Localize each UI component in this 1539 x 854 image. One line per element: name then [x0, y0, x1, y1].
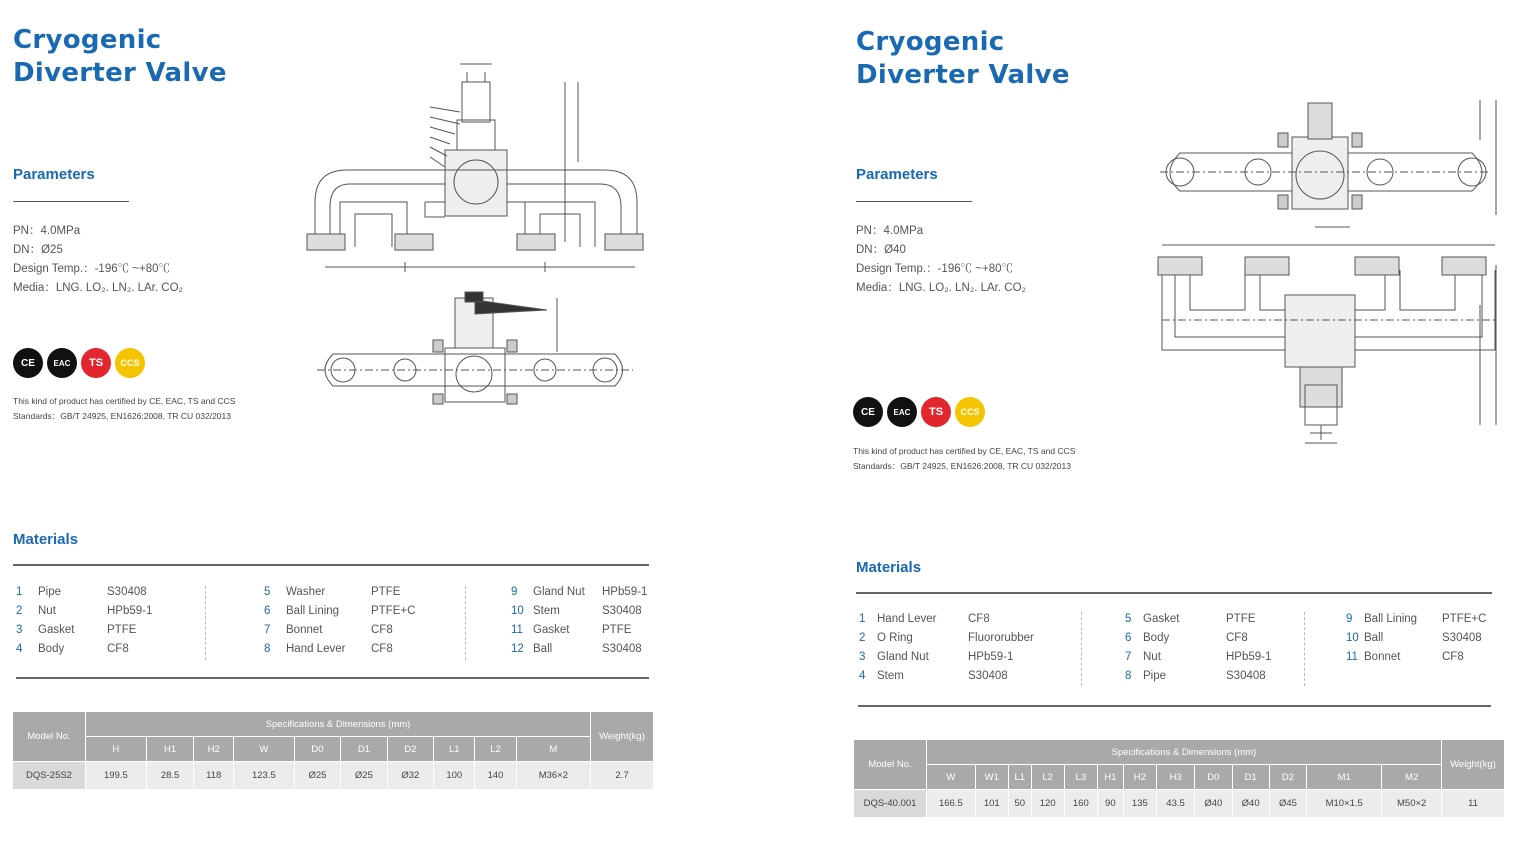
material-item — [1125, 651, 1271, 663]
left-params — [13, 222, 183, 298]
spec-header: Specifications & Dimensions (mm) — [927, 740, 1442, 765]
material-part: Bonnet — [286, 624, 323, 636]
material-item — [264, 605, 415, 617]
param-dn: DN：Ø25 — [13, 244, 63, 256]
table-cell: 28.5 — [146, 762, 194, 790]
ccs-mark-icon: CCS — [115, 348, 145, 378]
ce-mark-icon: CE — [853, 397, 883, 427]
divider — [16, 677, 649, 679]
material-part: Pipe — [38, 586, 62, 598]
param-media: Media：LNG. LO₂. LN₂. LAr. CO₂ — [13, 282, 183, 294]
separator — [1304, 612, 1305, 686]
column-header: W — [234, 737, 295, 762]
right-parameters-heading: Parameters — [856, 166, 938, 183]
table-cell: 101 — [975, 790, 1008, 818]
param-pn: PN：4.0MPa — [13, 225, 81, 237]
left-materials-heading: Materials — [13, 531, 79, 548]
param-dn: DN：Ø40 — [856, 244, 906, 256]
ce-mark-icon: CE — [13, 348, 43, 378]
right-params — [856, 222, 1026, 298]
table-cell: 118 — [194, 762, 234, 790]
table-cell: 135 — [1123, 790, 1156, 818]
material-item — [1125, 670, 1266, 682]
material-grade: S30408 — [968, 670, 1008, 682]
material-part: Ball Lining — [1364, 613, 1418, 625]
material-grade: CF8 — [371, 624, 393, 636]
table-cell: 123.5 — [234, 762, 295, 790]
material-grade: CF8 — [371, 643, 393, 655]
separator — [205, 586, 206, 660]
model-cell: DQS-25S2 — [13, 762, 86, 790]
material-item — [511, 586, 647, 598]
material-number: 8 — [1125, 670, 1132, 682]
ts-mark-icon: TS — [921, 397, 951, 427]
material-grade: S30408 — [602, 605, 642, 617]
material-number: 8 — [264, 643, 271, 655]
material-grade: PTFE — [602, 624, 632, 636]
param-temp: Design Temp.：-196℃ ~+80℃ — [13, 263, 171, 275]
separator — [465, 586, 466, 660]
table-cell: 2.7 — [591, 762, 654, 790]
material-number: 12 — [511, 643, 524, 655]
ccs-mark-icon: CCS — [955, 397, 985, 427]
column-header: H1 — [1097, 765, 1123, 790]
material-item — [1346, 632, 1482, 644]
divider — [858, 705, 1491, 707]
right-title — [856, 26, 1070, 92]
material-grade: CF8 — [1226, 632, 1248, 644]
material-part: Nut — [1143, 651, 1161, 663]
left-parameters-heading: Parameters — [13, 166, 95, 183]
title-line1: Cryogenic — [13, 25, 162, 55]
material-number: 9 — [511, 586, 518, 598]
title-line1: Cryogenic — [856, 27, 1005, 57]
divider — [13, 564, 649, 566]
table-cell: Ø32 — [387, 762, 433, 790]
right-cert-badges — [853, 397, 985, 427]
eac-mark-icon: EAC — [887, 397, 917, 427]
column-header: L2 — [475, 737, 516, 762]
table-cell: Ø25 — [341, 762, 387, 790]
material-item — [859, 613, 990, 625]
material-number: 3 — [16, 624, 23, 636]
weight-header: Weight(kg) — [1442, 740, 1505, 790]
material-part: Gland Nut — [533, 586, 585, 598]
left-spec-table — [12, 711, 654, 790]
material-number: 7 — [1125, 651, 1132, 663]
table-cell: 50 — [1008, 790, 1031, 818]
material-number: 2 — [859, 632, 866, 644]
material-number: 11 — [1346, 651, 1358, 663]
material-grade: HPb59-1 — [107, 605, 153, 617]
left-valve-drawing — [295, 52, 655, 412]
material-number: 4 — [16, 643, 23, 655]
material-number: 10 — [511, 605, 524, 617]
material-grade: HPb59-1 — [1226, 651, 1272, 663]
material-part: Nut — [38, 605, 56, 617]
table-cell: Ø25 — [294, 762, 340, 790]
right-spec-table — [853, 739, 1505, 818]
material-part: Ball — [533, 643, 553, 655]
material-item — [264, 624, 393, 636]
column-header: D1 — [1232, 765, 1269, 790]
table-cell: M36×2 — [516, 762, 590, 790]
material-item — [264, 643, 393, 655]
table-cell: 140 — [475, 762, 516, 790]
material-item — [16, 586, 147, 598]
column-header: H1 — [146, 737, 194, 762]
param-temp: Design Temp.：-196℃ ~+80℃ — [856, 263, 1014, 275]
column-header: L2 — [1031, 765, 1064, 790]
material-grade: HPb59-1 — [602, 586, 648, 598]
title-line2: Diverter Valve — [856, 60, 1070, 90]
material-item — [16, 624, 136, 636]
column-header: H2 — [194, 737, 234, 762]
material-item — [511, 643, 642, 655]
material-number: 1 — [859, 613, 866, 625]
model-header: Model No. — [854, 740, 927, 790]
material-item — [511, 624, 631, 636]
material-grade: S30408 — [1226, 670, 1266, 682]
standards: Standards：GB/T 24925, EN1626:2008, TR CU 032/2013 — [13, 411, 231, 421]
material-item — [264, 586, 400, 598]
material-grade: PTFE+C — [371, 605, 416, 617]
model-header: Model No. — [13, 712, 86, 762]
table-cell: M50×2 — [1382, 790, 1442, 818]
material-grade: PTFE — [371, 586, 401, 598]
material-item — [859, 632, 1034, 644]
eac-mark-icon: EAC — [47, 348, 77, 378]
title-line2: Diverter Valve — [13, 58, 227, 88]
column-header: L3 — [1064, 765, 1097, 790]
material-part: Gasket — [38, 624, 75, 636]
material-part: Stem — [533, 605, 560, 617]
material-number: 5 — [1125, 613, 1132, 625]
cert-note: This kind of product has certified by CE, EAC, TS and CCS — [13, 396, 236, 406]
param-media: Media：LNG. LO₂. LN₂. LAr. CO₂ — [856, 282, 1026, 294]
material-part: Gasket — [1143, 613, 1180, 625]
table-cell: 11 — [1442, 790, 1505, 818]
material-grade: PTFE+C — [1442, 613, 1487, 625]
material-item — [16, 605, 152, 617]
column-header: D2 — [387, 737, 433, 762]
material-part: Gasket — [533, 624, 570, 636]
material-number: 10 — [1346, 632, 1359, 644]
material-part: Body — [1143, 632, 1170, 644]
material-item — [859, 651, 1013, 663]
material-number: 2 — [16, 605, 23, 617]
weight-header: Weight(kg) — [591, 712, 654, 762]
column-header: M — [516, 737, 590, 762]
column-header: W — [927, 765, 976, 790]
model-cell: DQS-40.001 — [854, 790, 927, 818]
material-grade: S30408 — [602, 643, 642, 655]
column-header: L1 — [1008, 765, 1031, 790]
material-part: Ball — [1364, 632, 1384, 644]
ts-mark-icon: TS — [81, 348, 111, 378]
spec-header: Specifications & Dimensions (mm) — [86, 712, 591, 737]
column-header: H3 — [1156, 765, 1194, 790]
material-part: Bonnet — [1364, 651, 1401, 663]
material-grade: CF8 — [1442, 651, 1464, 663]
separator — [1081, 612, 1082, 686]
material-number: 3 — [859, 651, 866, 663]
table-cell: 160 — [1064, 790, 1097, 818]
material-grade: Fluororubber — [968, 632, 1034, 644]
material-part: Stem — [877, 670, 904, 682]
table-cell: Ø40 — [1195, 790, 1232, 818]
table-cell: Ø45 — [1269, 790, 1306, 818]
material-number: 6 — [264, 605, 271, 617]
table-cell: 100 — [434, 762, 475, 790]
material-grade: S30408 — [1442, 632, 1482, 644]
material-grade: CF8 — [968, 613, 990, 625]
material-item — [16, 643, 129, 655]
material-number: 11 — [511, 624, 523, 636]
material-grade: PTFE — [1226, 613, 1256, 625]
param-pn: PN：4.0MPa — [856, 225, 924, 237]
table-cell: Ø40 — [1232, 790, 1269, 818]
column-header: M2 — [1382, 765, 1442, 790]
material-part: O Ring — [877, 632, 913, 644]
left-cert-note — [13, 394, 235, 424]
right-cert-note — [853, 444, 1075, 474]
table-cell: 120 — [1031, 790, 1064, 818]
material-number: 5 — [264, 586, 271, 598]
column-header: M1 — [1307, 765, 1382, 790]
table-cell: 43.5 — [1156, 790, 1194, 818]
table-cell: 199.5 — [86, 762, 147, 790]
material-item — [1346, 651, 1464, 663]
divider — [13, 201, 129, 202]
material-item — [1346, 613, 1486, 625]
column-header: D1 — [341, 737, 387, 762]
left-title — [13, 24, 227, 90]
material-part: Pipe — [1143, 670, 1167, 682]
table-cell: M10×1.5 — [1307, 790, 1382, 818]
table-cell: 90 — [1097, 790, 1123, 818]
material-number: 1 — [16, 586, 23, 598]
material-part: Body — [38, 643, 65, 655]
material-item — [1125, 613, 1255, 625]
column-header: D0 — [1195, 765, 1232, 790]
divider — [856, 592, 1492, 594]
material-number: 4 — [859, 670, 866, 682]
material-grade: PTFE — [107, 624, 137, 636]
cert-note: This kind of product has certified by CE, EAC, TS and CCS — [853, 446, 1076, 456]
material-part: Washer — [286, 586, 326, 598]
column-header: L1 — [434, 737, 475, 762]
material-item — [859, 670, 1008, 682]
material-number: 7 — [264, 624, 271, 636]
column-header: W1 — [975, 765, 1008, 790]
column-header: D2 — [1269, 765, 1306, 790]
column-header: H — [86, 737, 147, 762]
material-number: 9 — [1346, 613, 1353, 625]
standards: Standards：GB/T 24925, EN1626:2008, TR CU 032/2013 — [853, 461, 1071, 471]
divider — [856, 201, 972, 202]
material-part: Gland Nut — [877, 651, 929, 663]
column-header: H2 — [1123, 765, 1156, 790]
table-cell: 166.5 — [927, 790, 976, 818]
material-item — [511, 605, 642, 617]
column-header: D0 — [294, 737, 340, 762]
right-materials-heading: Materials — [856, 559, 922, 576]
left-cert-badges — [13, 348, 145, 378]
material-item — [1125, 632, 1248, 644]
material-grade: S30408 — [107, 586, 147, 598]
material-part: Hand Lever — [286, 643, 346, 655]
right-valve-drawing — [1150, 95, 1505, 450]
material-grade: HPb59-1 — [968, 651, 1014, 663]
material-part: Hand Lever — [877, 613, 937, 625]
material-number: 6 — [1125, 632, 1132, 644]
material-grade: CF8 — [107, 643, 129, 655]
material-part: Ball Lining — [286, 605, 340, 617]
